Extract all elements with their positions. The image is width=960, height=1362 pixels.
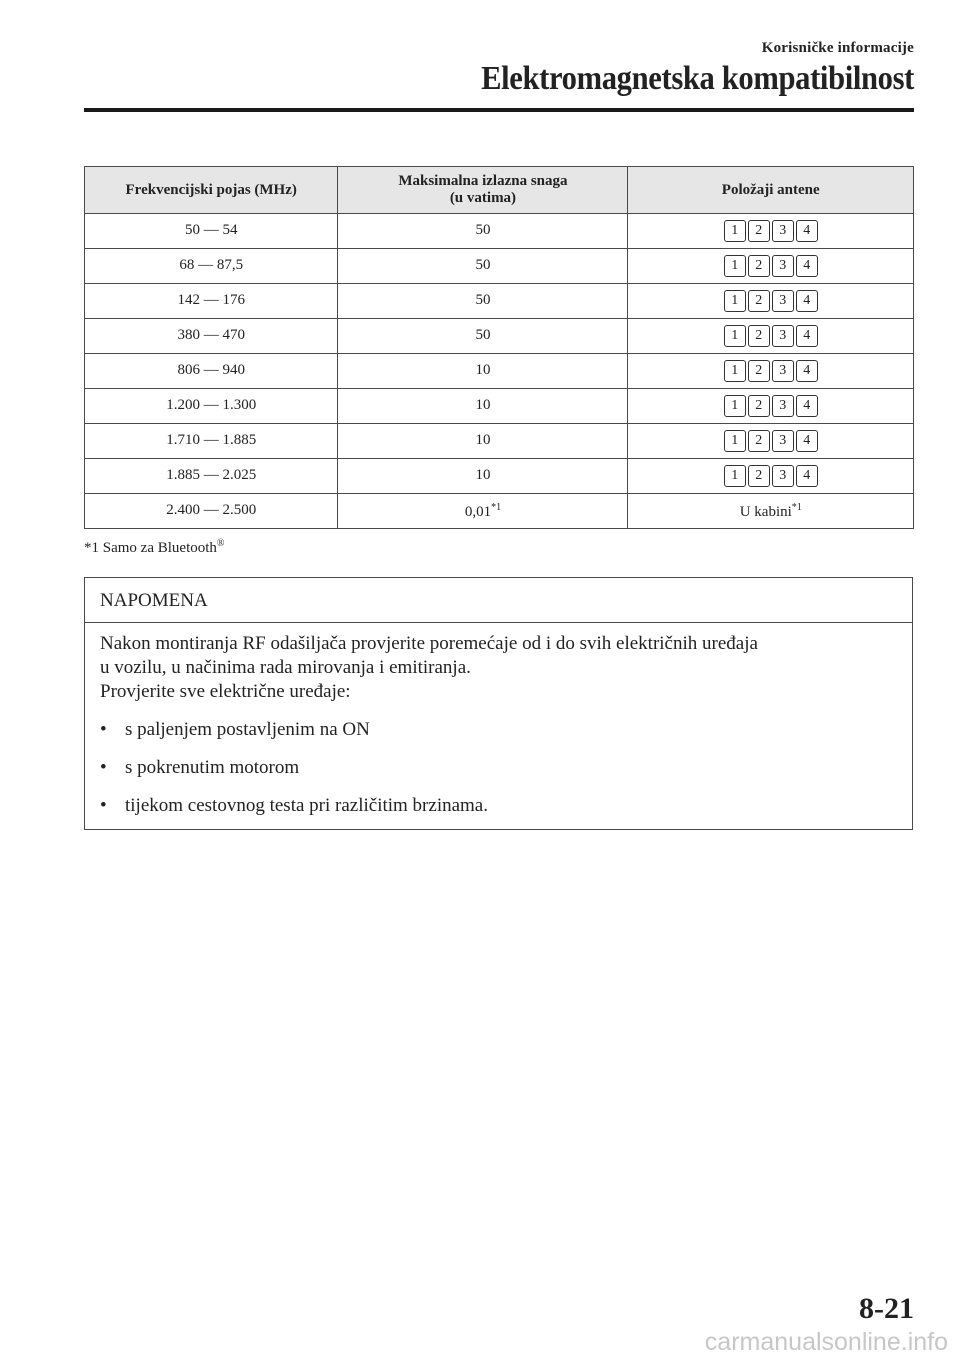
position-marks (724, 465, 818, 487)
position-2-icon: 2 (748, 360, 770, 382)
note-bullet-list (100, 718, 897, 818)
position-3-icon: 3 (772, 465, 794, 487)
position-3-icon: 3 (772, 430, 794, 452)
position-4-icon: 4 (796, 255, 818, 277)
power-value: 0,01 (464, 503, 492, 520)
position-4-icon: 4 (796, 220, 818, 242)
antenna-positions-cell (628, 389, 914, 424)
list-item-text: tijekom cestovnog testa pri različitim brzinama. (125, 795, 488, 816)
note-line: u vozilu, u načinima rada mirovanja i emitiranja. (100, 657, 471, 678)
position-marks (724, 255, 818, 277)
position-marks (724, 395, 818, 417)
page-number: 8-21 (859, 1292, 914, 1325)
frequency-cell: 1.710 — 1.885 (85, 424, 338, 459)
registered-mark: ® (216, 538, 225, 549)
table-header-row (85, 167, 914, 214)
list-item-text: s paljenjem postavljenim na ON (125, 719, 370, 740)
list-item (100, 794, 897, 818)
header-antenna-positions: Položaji antene (628, 167, 914, 214)
antenna-positions-cell (628, 214, 914, 249)
position-4-icon: 4 (796, 360, 818, 382)
header-max-output-power-line2: (u vatima) (449, 190, 517, 206)
position-1-icon: 1 (724, 255, 746, 277)
frequency-cell: 380 — 470 (85, 319, 338, 354)
position-marks (724, 325, 818, 347)
frequency-cell: 142 — 176 (85, 284, 338, 319)
footnote-ref: *1 (791, 501, 802, 513)
position-3-icon: 3 (772, 325, 794, 347)
table-row (85, 424, 914, 459)
antenna-positions-cell (628, 494, 914, 529)
header-frequency-band: Frekvencijski pojas (MHz) (85, 167, 338, 214)
table-row (85, 494, 914, 529)
position-marks (724, 360, 818, 382)
frequency-cell: 1.200 — 1.300 (85, 389, 338, 424)
power-cell (338, 494, 628, 529)
section-label: Korisničke informacije (761, 40, 914, 56)
header-max-output-power-line1: Maksimalna izlazna snaga (398, 173, 568, 189)
note-body (85, 623, 912, 818)
position-4-icon: 4 (796, 430, 818, 452)
table-row (85, 284, 914, 319)
position-4-icon: 4 (796, 325, 818, 347)
list-item (100, 718, 897, 742)
position-4-icon: 4 (796, 290, 818, 312)
table-row (85, 354, 914, 389)
position-1-icon: 1 (724, 430, 746, 452)
position-marks (724, 430, 818, 452)
power-cell: 10 (338, 389, 628, 424)
position-3-icon: 3 (772, 220, 794, 242)
position-3-icon: 3 (772, 255, 794, 277)
bullet-icon: • (100, 719, 107, 740)
position-2-icon: 2 (748, 395, 770, 417)
title-rule (84, 108, 914, 112)
position-2-icon: 2 (748, 430, 770, 452)
position-3-icon: 3 (772, 360, 794, 382)
antenna-positions-cell (628, 319, 914, 354)
antenna-positions-cell (628, 284, 914, 319)
position-2-icon: 2 (748, 290, 770, 312)
position-1-icon: 1 (724, 325, 746, 347)
table-row (85, 319, 914, 354)
position-1-icon: 1 (724, 220, 746, 242)
position-text: U kabini (739, 503, 792, 520)
frequency-cell: 806 — 940 (85, 354, 338, 389)
list-item (100, 756, 897, 780)
position-1-icon: 1 (724, 395, 746, 417)
position-1-icon: 1 (724, 360, 746, 382)
power-cell: 50 (338, 319, 628, 354)
table-row (85, 459, 914, 494)
power-cell: 50 (338, 284, 628, 319)
antenna-positions-cell (628, 459, 914, 494)
antenna-positions-cell (628, 249, 914, 284)
power-cell: 10 (338, 354, 628, 389)
note-line: Nakon montiranja RF odašiljača provjerite poremećaje od i do svih električnih uređaja (100, 633, 758, 654)
position-4-icon: 4 (796, 395, 818, 417)
header-max-output-power (338, 167, 628, 214)
page-title: Elektromagnetska kompatibilnost (481, 60, 914, 97)
frequency-cell: 50 — 54 (85, 214, 338, 249)
list-item-text: s pokrenutim motorom (125, 757, 300, 778)
frequency-table (84, 166, 914, 529)
position-1-icon: 1 (724, 465, 746, 487)
position-2-icon: 2 (748, 255, 770, 277)
power-cell: 50 (338, 249, 628, 284)
frequency-cell: 68 — 87,5 (85, 249, 338, 284)
footnote-ref: *1 (491, 501, 502, 513)
footnote-text: *1 Samo za Bluetooth (84, 540, 217, 556)
table-row (85, 249, 914, 284)
footnote (84, 538, 225, 557)
position-2-icon: 2 (748, 325, 770, 347)
position-2-icon: 2 (748, 220, 770, 242)
position-4-icon: 4 (796, 465, 818, 487)
power-cell: 10 (338, 424, 628, 459)
bullet-icon: • (100, 795, 107, 816)
bullet-icon: • (100, 757, 107, 778)
position-3-icon: 3 (772, 290, 794, 312)
antenna-positions-cell (628, 354, 914, 389)
frequency-cell: 2.400 — 2.500 (85, 494, 338, 529)
frequency-cell: 1.885 — 2.025 (85, 459, 338, 494)
position-1-icon: 1 (724, 290, 746, 312)
note-box (84, 577, 913, 830)
position-marks (724, 220, 818, 242)
position-marks (724, 290, 818, 312)
position-3-icon: 3 (772, 395, 794, 417)
antenna-positions-cell (628, 424, 914, 459)
power-cell: 50 (338, 214, 628, 249)
power-cell: 10 (338, 459, 628, 494)
position-2-icon: 2 (748, 465, 770, 487)
table-row (85, 214, 914, 249)
note-line: Provjerite sve električne uređaje: (100, 681, 351, 702)
watermark: carmanualsonline.info (704, 1328, 948, 1356)
table-row (85, 389, 914, 424)
note-heading: NAPOMENA (85, 578, 912, 623)
